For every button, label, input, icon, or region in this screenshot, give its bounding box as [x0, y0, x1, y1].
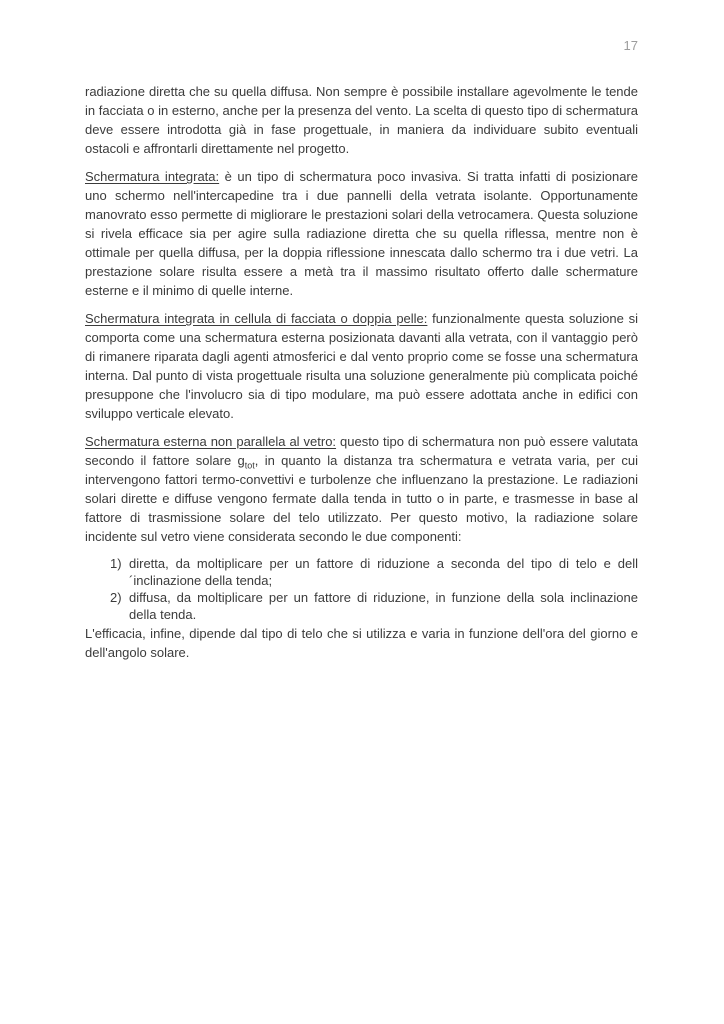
paragraph-intro-text: radiazione diretta che su quella diffusa. Non sempre è possibile installare agevolmente le tende in facciata o in esterno, anche per la presenza del vento. La scelta di questo tipo di schermatura deve essere introdotta già in fase progettuale, in maniera da individuare subito eventuali ostacoli e affrontarli direttamente nel progetto.	[85, 84, 638, 156]
page-number: 17	[623, 38, 638, 53]
paragraph-schermatura-integrata-text: è un tipo di schermatura poco invasiva. Si tratta infatti di posizionare uno schermo nell'intercapedine tra i due pannelli della vetrata isolante. Opportunamente manovrato esso permette di migliorare le prestazioni solari della vetrocamera. Questa soluzione si rivela efficace sia per agire sulla radiazione diretta che su quella riflessa, mentre non è ottimale per quella diffusa, per la doppia riflessione innescata dallo schermo tra i due vetri. La prestazione solare risulta essere a metà tra il massimo risultato offerto dalle schermature esterne e il minimo di quelle interne.	[85, 169, 638, 298]
list-item-marker: 2)	[110, 590, 122, 605]
paragraph-schermatura-integrata	[85, 167, 638, 300]
heading-doppia-pelle: Schermatura integrata in cellula di facciata o doppia pelle:	[85, 311, 428, 326]
closing-paragraph: L'efficacia, infine, dipende dal tipo di telo che si utilizza e varia in funzione dell'ora del giorno e dell'angolo solare.	[85, 626, 638, 660]
paragraph-doppia-pelle-text: funzionalmente questa soluzione si comporta come una schermatura esterna posizionata davanti alla vetrata, con il vantaggio però di rimanere riparata dagli agenti atmosferici e dal vento proprio come se fosse una schermatura interna. Dal punto di vista progettuale risulta una soluzione generalmente più complicata poiché presuppone che l'involucro sia di tipo modulare, ma può essere adottata anche in edifici con sviluppo verticale elevato.	[85, 311, 638, 421]
heading-schermatura-esterna: Schermatura esterna non parallela al vetro:	[85, 434, 337, 449]
list-item	[110, 589, 638, 623]
paragraph-schermatura-esterna-text-post: , in quanto la distanza tra schermatura e vetrata varia, per cui intervengono fattori termo-convettivi e turbolenze che influenzano la prestazione. Le radiazioni solari dirette e diffuse vengono fermate dalla tenda in tutto o in parte, e trasmesse in base al fattore di trasmissione solare del telo utilizzato. Per questo motivo, la radiazione solare incidente sul vetro viene considerata secondo le due componenti:	[85, 453, 638, 544]
paragraph-doppia-pelle	[85, 309, 638, 423]
list-item-text: diretta, da moltiplicare per un fattore di riduzione a seconda del tipo di telo e dell´inclinazione della tenda;	[129, 556, 638, 588]
page-content	[85, 38, 638, 662]
list-item	[110, 555, 638, 589]
heading-schermatura-integrata: Schermatura integrata:	[85, 169, 220, 184]
g-tot-subscript: tot	[244, 460, 255, 471]
paragraph-intro	[85, 82, 638, 158]
list-item-text: diffusa, da moltiplicare per un fattore di riduzione, in funzione della sola inclinazione della tenda.	[129, 590, 638, 622]
paragraph-schermatura-esterna	[85, 432, 638, 546]
numbered-list	[85, 555, 638, 623]
list-item-marker: 1)	[110, 556, 122, 571]
paragraph-schermatura-esterna-text-pre: questo tipo di schermatura non può essere valutata secondo il fattore solare g	[85, 434, 639, 468]
